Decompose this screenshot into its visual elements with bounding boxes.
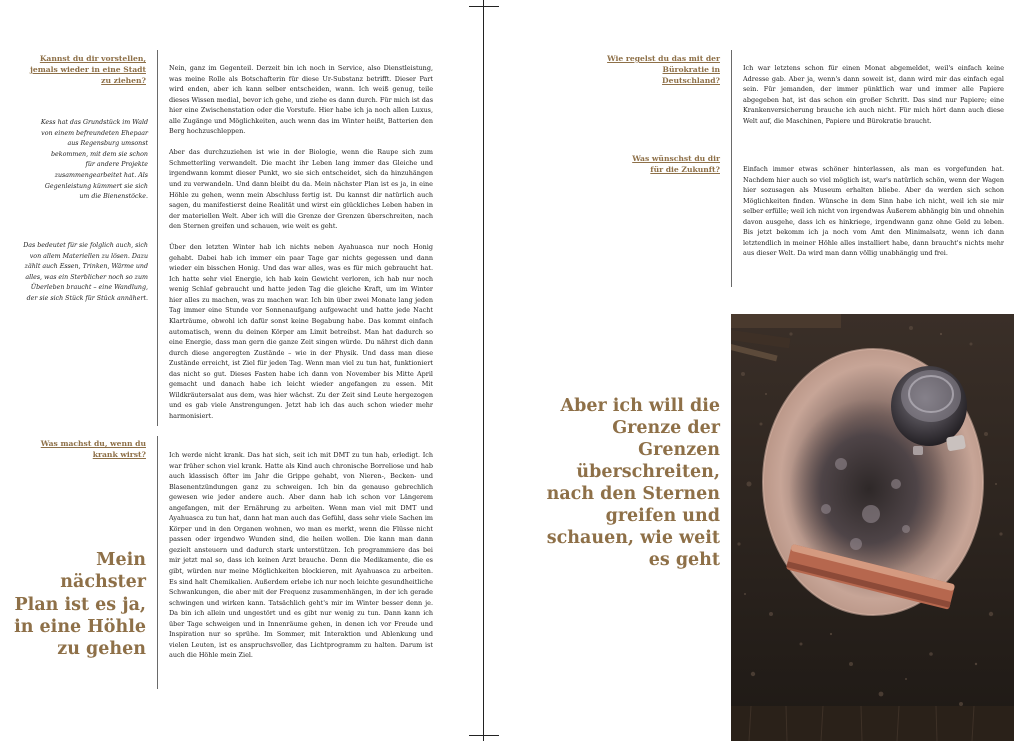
column-rule-right — [731, 50, 732, 287]
crop-mark-bottom — [469, 735, 499, 736]
pull-quote-left: Mein nächster Plan ist es ja, in eine Höhle zu gehen — [14, 550, 146, 660]
gutter-line — [483, 0, 484, 741]
right-page — [484, 0, 1014, 741]
sidenote-materialism: Das bedeutet für sie folglich auch, sich von allem Materiellen zu lösen. Dazu zählt auch Essen, Trinken, Wärme und alles, was ein Sterblicher noch so zum Überleben braucht – eine Wandlung, der sie sich Stück für Stück annähert. — [23, 242, 148, 302]
answer-future: Einfach immer etwas schöner hinterlassen, als man es vorgefunden hat. Nachdem hier auch so viel möglich ist, war's natürlich schön, wenn der Wagen hier sozusagen als Museum erhalten bliebe. Aber da werden sich schon Möglichkeiten finden. Wünsche in dem Sinn habe ich nicht, weil ich sie mir selber erfülle; weil ich nicht von irgendwas Äußerem abhängig bin und ohnehin davon ausgehe, dass ich es hinkriege, irgendwann ganz ohne Geld zu leben. Bis jetzt bekomm ich ja noch vom Amt den Minimalsatz, wenn ich dann letztendlich in meiner Höhle alles installiert habe, dann braucht's nichts mehr aus dieser Welt. Da wird man dann völlig unabhängig und frei. — [743, 165, 1004, 258]
answer-illness: Ich werde nicht krank. Das hat sich, seit ich mit DMT zu tun hab, erledigt. Ich war früher schon viel krank. Hatte als Kind auch chronische Borreliose und hab auch klassisch öfter im Jahr die Grippe gehabt, von Nieren-, Becken- und Blasenentzündungen ganz zu schweigen. Ich bin da genauso gebrechlich gewesen wie jeder andere auch. Aber dann hab ich schon vor Längerem angefangen, mit der Ernährung zu arbeiten. Wenn man viel mit DMT und Ayahuasca zu tun hat, dann hat man auch das Gefühl, dass sehr viele Sachen im Körper und in den Organen wohnen, wo man es merkt, wenn die Flüsse nicht passen oder irgendwo Wunden sind, die heilen wollen. Die kann man dann gezielt ansteuern und dadurch stark unterstützen. Ich programmiere das bei mir jetzt mal so, dass ich keinen Arzt brauche. Denn die Medikamente, die es gibt, würden nur meine Möglichkeiten blockieren, mit Ayahuasca zu arbeiten. Es sind halt Chemikalien. Außerdem erlebe ich nur noch leichte gesundheitliche Schwankungen, die aber mit der Frequenz zusammenhängen, in der ich gerade schwingen und wirken kann. Tatsächlich geht's mir im Winter besser denn je. Da bin ich allein und ungestört und es gibt nur wenig zu tun. Dann kann ich über Tage schweigen und in Innenräume gehen, in denen ich vor Freude und Inspiration nur so sprühe. Im Sommer, mit Interaktion und Ablenkung und vielen Leuten, ist es anspruchsvoller, das Lichtprogramm zu halten. Darum ist auch die Höhle mein Ziel. — [169, 451, 433, 660]
answer-city — [169, 63, 433, 432]
column-rule-top — [157, 50, 158, 426]
answer-city-p1: Nein, ganz im Gegenteil. Derzeit bin ich noch in Service, also Dienstleistung, was meine Rolle als Botschafterin für diese Ur-Substanz betrifft. Dieser Part wird enden, aber ich kann selber entscheiden, wann. Ich weiß genug, teile dieses Wissen medial, bevor ich gehe, und ziehe es dann durch. Für mich ist das hier eine Zwischenstation oder die Vorstufe. Hier habe ich ja noch allen Luxus, alle Zugänge und Möglichkeiten, auch wenn das im Winter heißt, Batterien den Berg hochzuschleppen. — [169, 64, 433, 136]
column-rule-bottom — [157, 436, 158, 689]
left-page — [0, 0, 484, 741]
question-future: Was wünschst du dir für die Zukunft? — [632, 154, 720, 174]
pull-quote-right: Aber ich will die Grenze der Grenzen überschreiten, nach den Sternen greifen und schauen, wie weit es geht — [546, 396, 720, 570]
campfire-photo — [731, 314, 1014, 741]
question-illness: Was machst du, wenn du krank wirst? — [40, 439, 146, 459]
campfire-illustration — [731, 314, 1014, 741]
sidenote-property: Kess hat das Grundstück im Wald von einem befreundeten Ehepaar aus Regensburg umsonst bekommen, mit dem sie schon für andere Projekte zusammengearbeitet hat. Als Gegenleistung kümmert sie sich um die Bienenstöcke. — [40, 119, 148, 201]
answer-city-p3: Über den letzten Winter hab ich nichts neben Ayahuasca nur noch Honig gehabt. Dabei hab ich immer ein paar Tage gar nichts gegessen und dann wieder ein bisschen Honig. Und das war alles, was es für mich gebraucht hat. Ich hatte sehr viel Energie, ich hab kein Gewicht verloren, ich hab nur noch wenig Schlaf gebraucht und hatte jeden Tag die gleiche Kraft, um im Winter hier alles zu machen, was zu machen war. Ich bin über zwei Monate lang jeden Tag immer eine Stunde vor Sonnenaufgang aufgewacht und hatte jede Nacht Klarträume, obwohl ich dafür sonst keine Begabung habe. Das kommt einfach automatisch, wenn du deinen Körper am Limit betreibst. Man hat dadurch so eine Energie, dass man gern die ganze Zeit singen würde. Du nährst dich dann durch diese angeregten Zustände – wie in der Physik. Und dass man diese Zustände erreicht, ist Ziel für jeden Tag. Wenn man viel zu tun hat, funktioniert das nicht so gut. Dieses Fasten habe ich dann von November bis Mitte April gemacht und danach habe ich leicht wieder angefangen zu essen. Mit Wildkräutersalat aus dem, was hier wächst. Zu der Zeit sind Leute hergezogen und es gab viele Anstrengungen. Jetzt hab ich das auch schon wieder mehr harmonisiert. — [169, 243, 433, 420]
answer-city-p2: Aber das durchzuziehen ist wie in der Biologie, wenn die Raupe sich zum Schmetterling verwandelt. Die macht ihr Leben lang immer das Gleiche und irgendwann kommt dieser Punkt, wo sie sich entscheidet, sich da hinzuhängen und zu verwandeln. Und dann bleibt du da. Mein nächster Plan ist es ja, in eine Höhle zu gehen, wenn mein Abschluss fertig ist. Du kannst dir natürlich auch sagen, du manifestierst deine Realität und wirst ein glückliches Leben haben in der materiellen Welt. Aber ich will die Grenze der Grenzen überschreiten, nach den Sternen greifen und schauen, wie weit es geht. — [169, 148, 433, 231]
answer-bureaucracy: Ich war letztens schon für einen Monat abgemeldet, weil's einfach keine Adresse gab. Aber ja, wenn's dann soweit ist, dann wird mir das einfach egal sein. Für jemanden, der immer pünktlich war und immer alle Papiere abgegeben hat, ist das schon ein großer Schritt. Das sind nur Papiere; eine Krankenversicherung brauche ich auch nicht. Für mich hört dann auch diese Welt auf, die Maschinen, Papiere und Bürokratie braucht. — [743, 64, 1004, 125]
crop-mark-top — [469, 6, 499, 7]
question-bureaucracy: Wie regelst du das mit der Bürokratie in Deutschland? — [607, 54, 720, 85]
question-city: Kannst du dir vorstellen, jemals wieder in eine Stadt zu ziehen? — [30, 54, 146, 85]
